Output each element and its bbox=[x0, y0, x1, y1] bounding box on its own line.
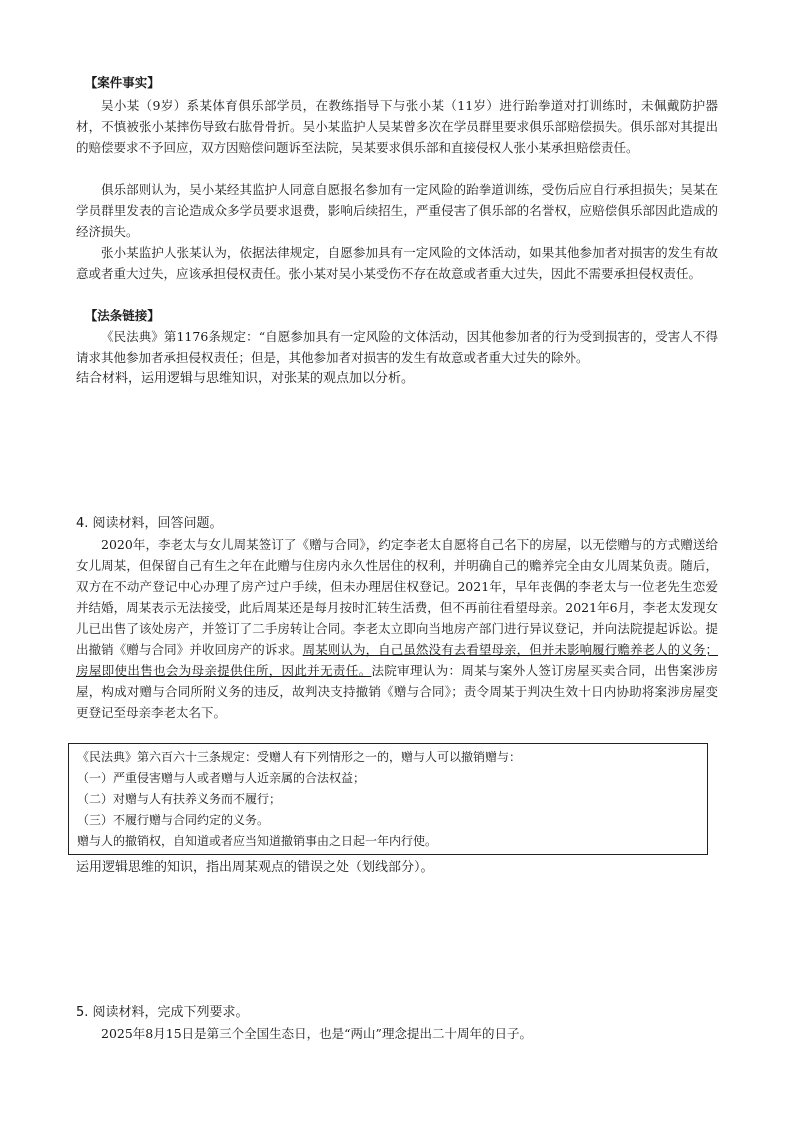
material-text-before: 2020年，李老太与女儿周某签订了《赠与合同》，约定李老太自愿将自己名下的房屋，以无偿赠与的方式赠送给女儿周某，但保留自己有生之年在此赠与住房内永久性居住的权利，并明确自己的赡养完全由女儿周某负责。随后，双方在不动产登记中心办理了房产过户手续，但未办理居住权登记。2021年，早年丧偶的李老太与一位老先生恋爱并结婚，周某表示无法接受，此后周某还是每月按时汇转生活费，但不再前往看望母亲。2021年6月，李老太发现女儿已出售了该处房产，并签订了二手房转让合同。李老太立即向当地房产部门进行异议登记，并向法院提起诉讼。提出撤销《赠与合同》并收回房产的诉求。 bbox=[76, 537, 718, 657]
case-facts-heading: 【案件事实】 bbox=[84, 75, 160, 90]
underlined-viewpoint: 周某则认为，自己虽然没有去看望母亲，但并未影响履行赡养老人的义务；房屋即使出售也会为母亲提供住所，因此并无责任。 bbox=[76, 642, 718, 678]
question-5-title: 5. 阅读材料，完成下列要求。 bbox=[76, 1005, 249, 1020]
article-line: 赠与人的撤销权，自知道或者应当知道撤销事由之日起一年内行使。 bbox=[77, 834, 438, 848]
article-line: （一）严重侵害赠与人或者赠与人近亲属的合法权益； bbox=[77, 771, 366, 785]
law-link-heading: 【法条链接】 bbox=[84, 308, 160, 323]
case-facts-paragraph-1: 吴小某（9岁）系某体育俱乐部学员，在教练指导下与张小某（11岁）进行跆拳道对打训练时，未佩戴防护器材，不慎被张小某摔伤导致右肱骨骨折。吴小某监护人吴某曾多次在学员群里要求俱乐部赔偿损失。俱乐部对其提出的赔偿要求不予回应，双方因赔偿问题诉至法院，吴某要求俱乐部和直接侵权人张小某承担赔偿责任。 bbox=[76, 98, 718, 155]
question-3-task: 结合材料，运用逻辑与思维知识，对张某的观点加以分析。 bbox=[76, 371, 415, 386]
article-line: （二）对赠与人有扶养义务而不履行； bbox=[77, 792, 282, 806]
article-line: 《民法典》第六百六十三条规定：受赠人有下列情形之一的，赠与人可以撤销赠与： bbox=[77, 750, 522, 764]
law-link-paragraph: 《民法典》第1176条规定：“自愿参加具有一定风险的文体活动，因其他参加者的行为受到损害的，受害人不得请求其他参加者承担侵权责任；但是，其他参加者对损害的发生有故意或者重大过失的除外。 bbox=[76, 329, 718, 365]
question-4-title: 4. 阅读材料，回答问题。 bbox=[76, 516, 223, 531]
case-facts-paragraph-3: 张小某监护人张某认为，依据法律规定，自愿参加具有一定风险的文体活动，如果其他参加者对损害的发生有故意或者重大过失，应该承担侵权责任。张小某对吴小某受伤不存在故意或者重大过失，因此不需要承担侵权责任。 bbox=[76, 245, 718, 281]
question-4-material bbox=[76, 534, 718, 723]
question-5-paragraph-1: 2025年8月15日是第三个全国生态日，也是“两山”理念提出二十周年的日子。 bbox=[101, 1026, 532, 1041]
question-4-task: 运用逻辑思维的知识，指出周某观点的错误之处（划线部分）。 bbox=[76, 860, 434, 875]
material-text-after: 法院审理认为：周某与案外人签订房屋买卖合同，出售案涉房屋，构成对赠与合同所附义务的违反，故判决支持撤销《赠与合同》；责令周某于判决生效十日内协助将案涉房屋变更登记至母亲李老太名下。 bbox=[76, 663, 718, 720]
civil-code-article-box bbox=[68, 743, 708, 855]
article-line: （三）不履行赠与合同约定的义务。 bbox=[77, 813, 270, 827]
case-facts-paragraph-2: 俱乐部则认为，吴小某经其监护人同意自愿报名参加有一定风险的跆拳道训练，受伤后应自行承担损失；吴某在学员群里发表的言论造成众多学员要求退费，影响后续招生，严重侵害了俱乐部的名誉权，应赔偿俱乐部因此造成的经济损失。 bbox=[76, 182, 718, 239]
